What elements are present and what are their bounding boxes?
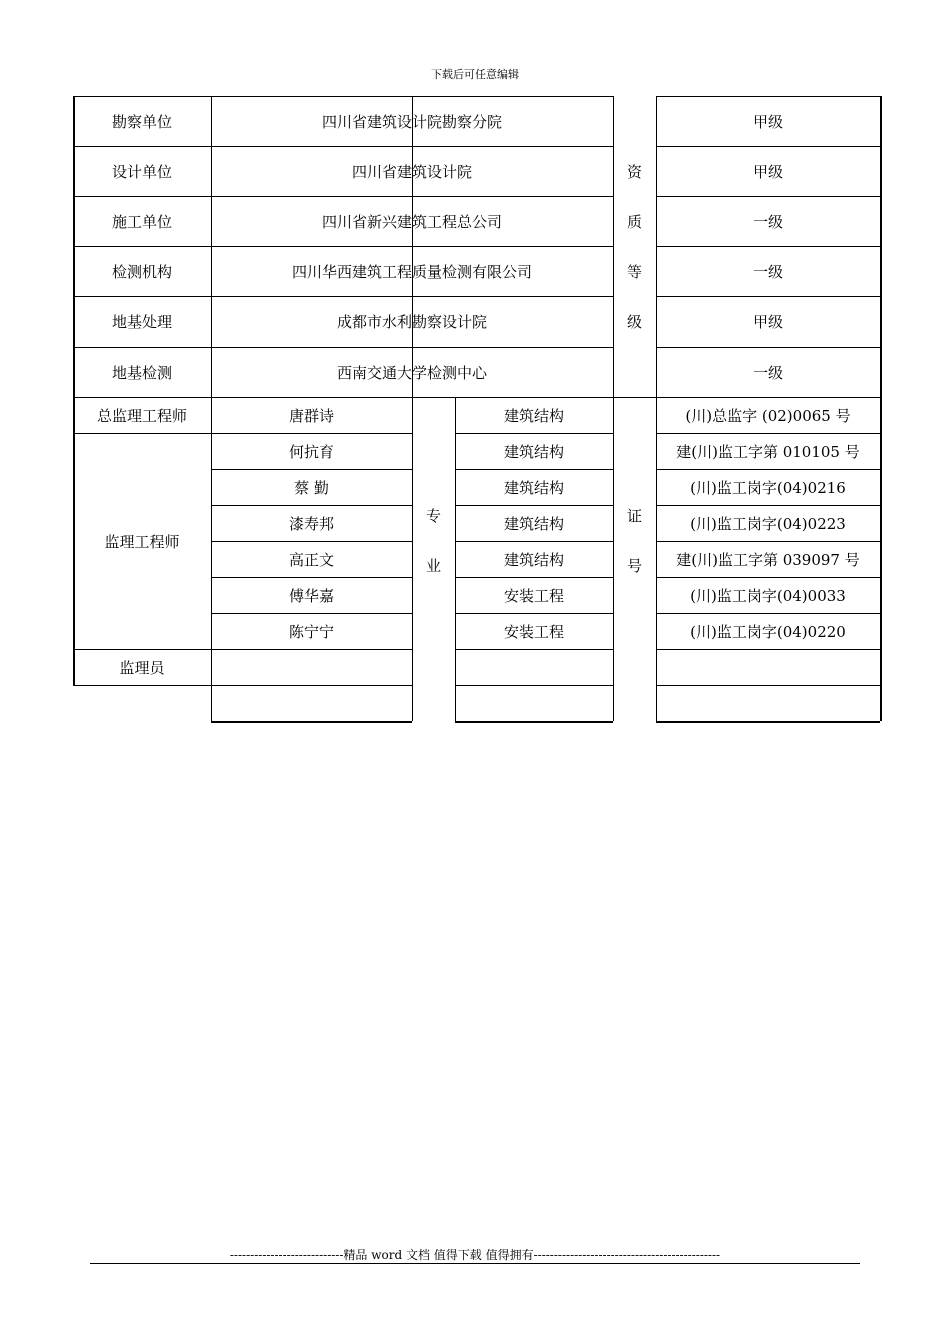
unit-name: 四川省建筑设计院 <box>351 162 472 181</box>
table-rule <box>656 721 880 723</box>
unit-grade: 一级 <box>752 212 783 231</box>
engineer-specialty: 建筑结构 <box>503 514 564 533</box>
unit-grade: 一级 <box>752 262 783 281</box>
table-rule <box>455 649 613 650</box>
engineer-cert: 建(川)监工字第 010105 号 <box>676 442 860 461</box>
unit-name: 四川省建筑设计院勘察分院 <box>321 112 502 131</box>
unit-grade: 甲级 <box>752 112 783 131</box>
footer-text: ----------------------------精品 word 文档 值得下载 值得拥有---------------------------------------------- <box>229 1248 721 1262</box>
unit-name: 四川华西建筑工程质量检测有限公司 <box>291 262 532 281</box>
unit-role: 地基检测 <box>111 363 172 382</box>
unit-role: 勘察单位 <box>111 112 172 131</box>
table-rule <box>656 649 880 650</box>
header-note: 下载后可任意编辑 <box>431 68 519 81</box>
chief-engineer-name: 唐群诗 <box>288 406 334 425</box>
table-rule <box>211 649 412 650</box>
engineer-label: 监理工程师 <box>104 532 180 551</box>
table-rule <box>656 685 880 686</box>
engineer-specialty: 安装工程 <box>503 586 564 605</box>
qualification-label-char: 资 <box>626 162 642 181</box>
table-rule <box>211 721 412 723</box>
engineer-name: 蔡 勤 <box>294 478 329 497</box>
table-rule <box>880 96 882 721</box>
engineer-specialty: 建筑结构 <box>503 442 564 461</box>
engineer-specialty: 建筑结构 <box>503 550 564 569</box>
unit-role: 施工单位 <box>111 212 172 231</box>
unit-name: 成都市水利勘察设计院 <box>336 313 487 331</box>
unit-role: 检测机构 <box>111 262 172 281</box>
supervisor-label: 监理员 <box>119 658 165 677</box>
table-rule <box>73 685 211 686</box>
table-rule <box>613 397 656 398</box>
unit-grade: 甲级 <box>752 162 783 181</box>
specialty-label <box>412 491 455 591</box>
footer-rule <box>90 1263 860 1264</box>
qualification-label-char: 等 <box>626 262 642 281</box>
unit-name: 西南交通大学检测中心 <box>336 363 487 382</box>
unit-role: 地基处理 <box>111 313 172 331</box>
qualification-label <box>613 146 656 347</box>
engineer-specialty: 建筑结构 <box>503 478 564 497</box>
cert-label-char: 号 <box>626 557 642 575</box>
unit-role: 设计单位 <box>111 162 172 181</box>
cert-label-char: 证 <box>626 507 642 525</box>
engineer-name: 陈宁宁 <box>288 622 334 641</box>
table-rule <box>455 685 613 686</box>
unit-name: 四川省新兴建筑工程总公司 <box>321 212 502 231</box>
chief-engineer-label: 总监理工程师 <box>96 406 187 425</box>
specialty-label-char: 专 <box>425 507 441 525</box>
unit-grade: 一级 <box>752 363 783 382</box>
table-rule <box>455 721 613 723</box>
chief-engineer-cert: (川)总监字 (02)0065 号 <box>685 406 851 425</box>
engineer-cert: (川)监工岗字(04)0220 <box>690 622 846 641</box>
chief-engineer-specialty: 建筑结构 <box>503 406 564 425</box>
table-rule <box>211 685 412 686</box>
engineer-cert: (川)监工岗字(04)0216 <box>690 478 846 497</box>
engineer-specialty: 安装工程 <box>503 622 564 641</box>
engineer-name: 高正文 <box>288 550 334 569</box>
engineer-name: 漆寿邦 <box>288 514 334 533</box>
engineer-cert: 建(川)监工字第 039097 号 <box>676 550 860 569</box>
engineer-name: 何抗育 <box>288 442 334 461</box>
specialty-label-char: 业 <box>425 557 441 575</box>
qualification-label-char: 级 <box>626 312 642 331</box>
engineer-cert: (川)监工岗字(04)0033 <box>690 586 846 605</box>
engineer-name: 傅华嘉 <box>288 586 334 605</box>
unit-grade: 甲级 <box>752 313 783 331</box>
qualification-label-char: 质 <box>626 212 642 231</box>
engineer-cert: (川)监工岗字(04)0223 <box>690 514 846 533</box>
cert-label <box>613 491 656 591</box>
